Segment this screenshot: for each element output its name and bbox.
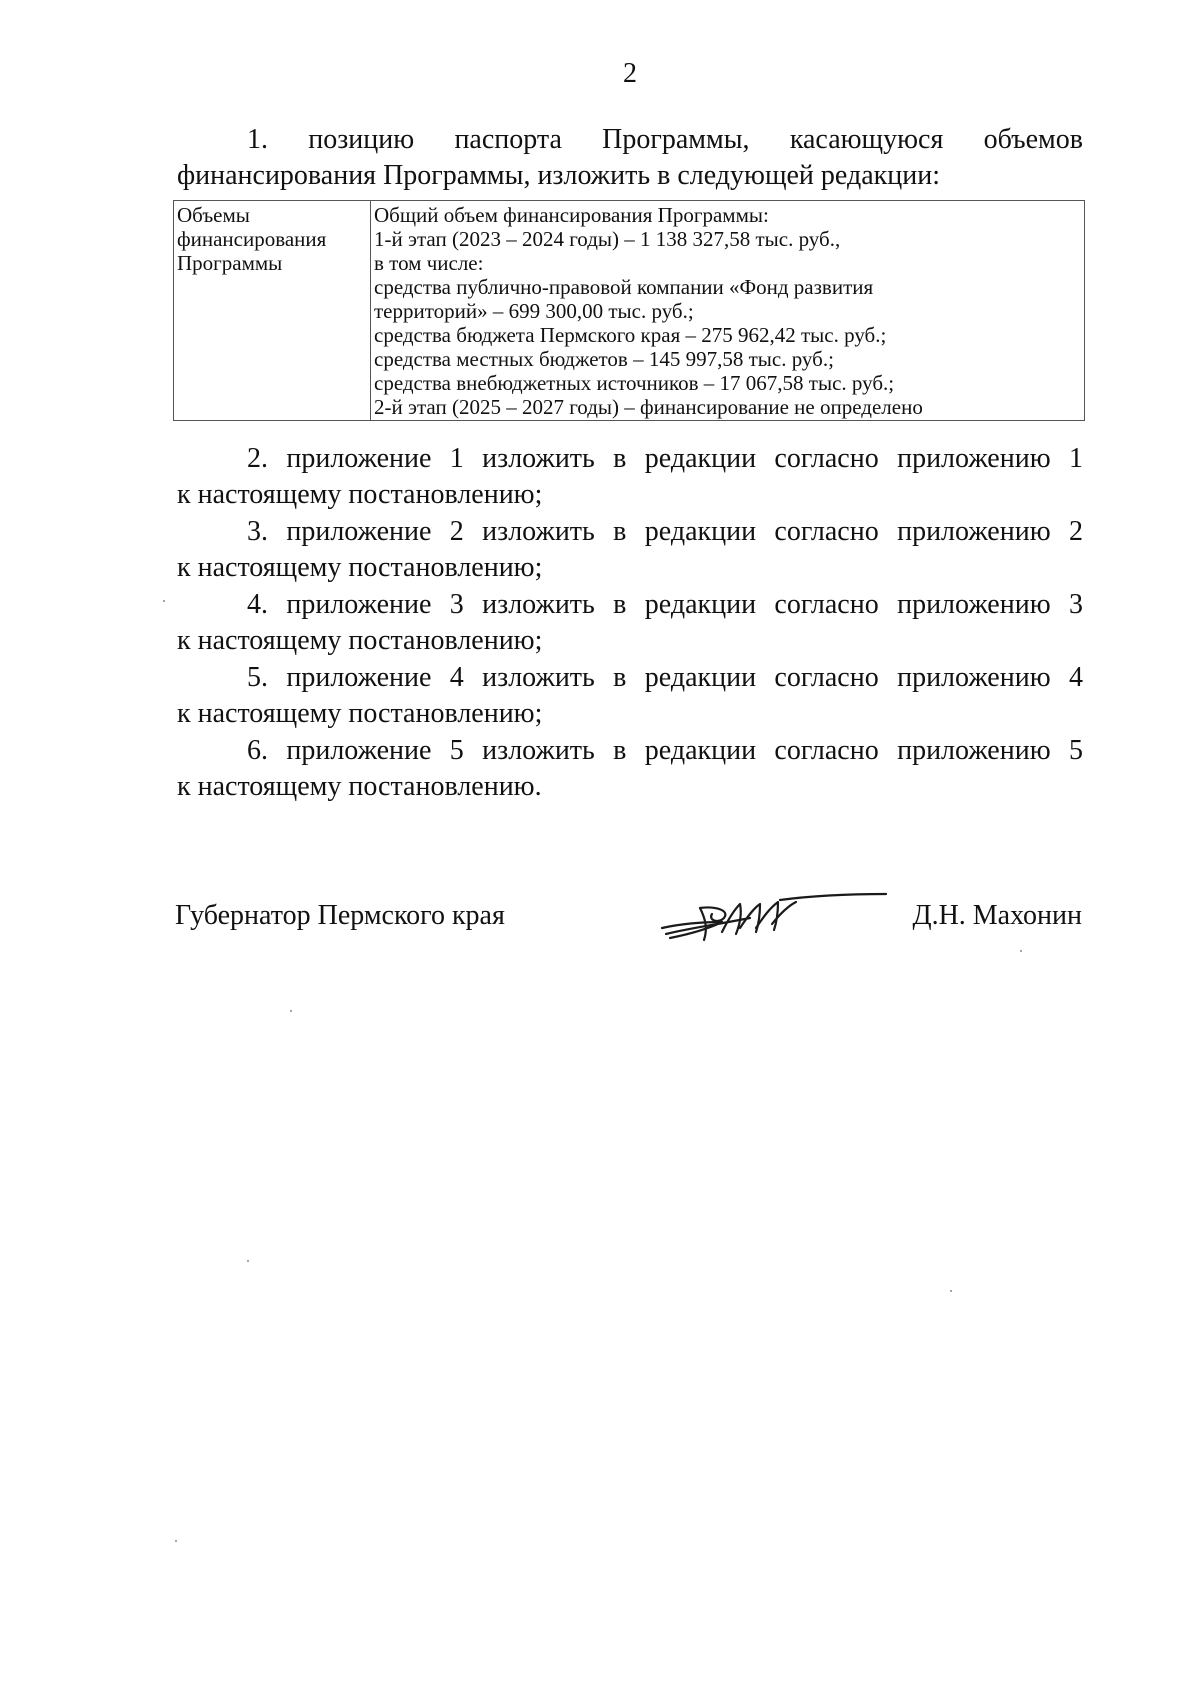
content-line: Общий объем финансирования Программы: bbox=[374, 203, 769, 227]
item-line-2: к настоящему постановлению; bbox=[177, 698, 543, 729]
content-line: средства внебюджетных источников – 17 067,58 тыс. руб.; bbox=[374, 371, 895, 395]
item-paragraph-2 bbox=[177, 441, 1083, 513]
item-line-2: к настоящему постановлению. bbox=[177, 771, 542, 802]
intro-line-1: 1. позицию паспорта Программы, касающуюся объемов bbox=[247, 124, 1083, 155]
signatory-position: Губернатор Пермского края bbox=[175, 900, 505, 931]
item-paragraph-4 bbox=[177, 587, 1083, 659]
item-line-1: 3. приложение 2 изложить в редакции согласно приложению 2 bbox=[247, 516, 1083, 547]
item-paragraph-5 bbox=[177, 660, 1083, 732]
signatory-name: Д.Н. Махонин bbox=[912, 900, 1082, 931]
intro-paragraph bbox=[177, 122, 1083, 194]
label-line: Объемы bbox=[177, 203, 250, 227]
item-line-2: к настоящему постановлению; bbox=[177, 479, 543, 510]
content-line: 2-й этап (2025 – 2027 годы) – финансирование не определено bbox=[374, 395, 923, 419]
content-line: территорий» – 699 300,00 тыс. руб.; bbox=[374, 299, 694, 323]
page-number: 2 bbox=[623, 58, 637, 89]
financing-row bbox=[174, 201, 1085, 421]
content-line: в том числе: bbox=[374, 251, 484, 275]
handwritten-signature bbox=[660, 888, 890, 948]
financing-content-cell bbox=[371, 201, 1085, 421]
item-line-1: 4. приложение 3 изложить в редакции согласно приложению 3 bbox=[247, 589, 1083, 620]
content-line: 1-й этап (2023 – 2024 годы) – 1 138 327,58 тыс. руб., bbox=[374, 227, 841, 251]
label-line: Программы bbox=[177, 251, 283, 275]
content-line: средства бюджета Пермского края – 275 962,42 тыс. руб.; bbox=[374, 323, 887, 347]
financing-label-cell bbox=[174, 201, 371, 421]
item-paragraph-6 bbox=[177, 733, 1083, 805]
item-line-1: 5. приложение 4 изложить в редакции согласно приложению 4 bbox=[247, 662, 1083, 693]
item-line-1: 2. приложение 1 изложить в редакции согласно приложению 1 bbox=[247, 443, 1083, 474]
item-line-2: к настоящему постановлению; bbox=[177, 552, 543, 583]
item-line-2: к настоящему постановлению; bbox=[177, 625, 543, 656]
intro-line-2: финансирования Программы, изложить в следующей редакции: bbox=[177, 160, 940, 191]
item-line-1: 6. приложение 5 изложить в редакции согласно приложению 5 bbox=[247, 735, 1083, 766]
content-line: средства местных бюджетов – 145 997,58 тыс. руб.; bbox=[374, 347, 834, 371]
content-line: средства публично-правовой компании «Фонд развития bbox=[374, 275, 874, 299]
item-paragraph-3 bbox=[177, 514, 1083, 586]
label-line: финансирования bbox=[177, 227, 327, 251]
financing-table bbox=[173, 200, 1085, 421]
